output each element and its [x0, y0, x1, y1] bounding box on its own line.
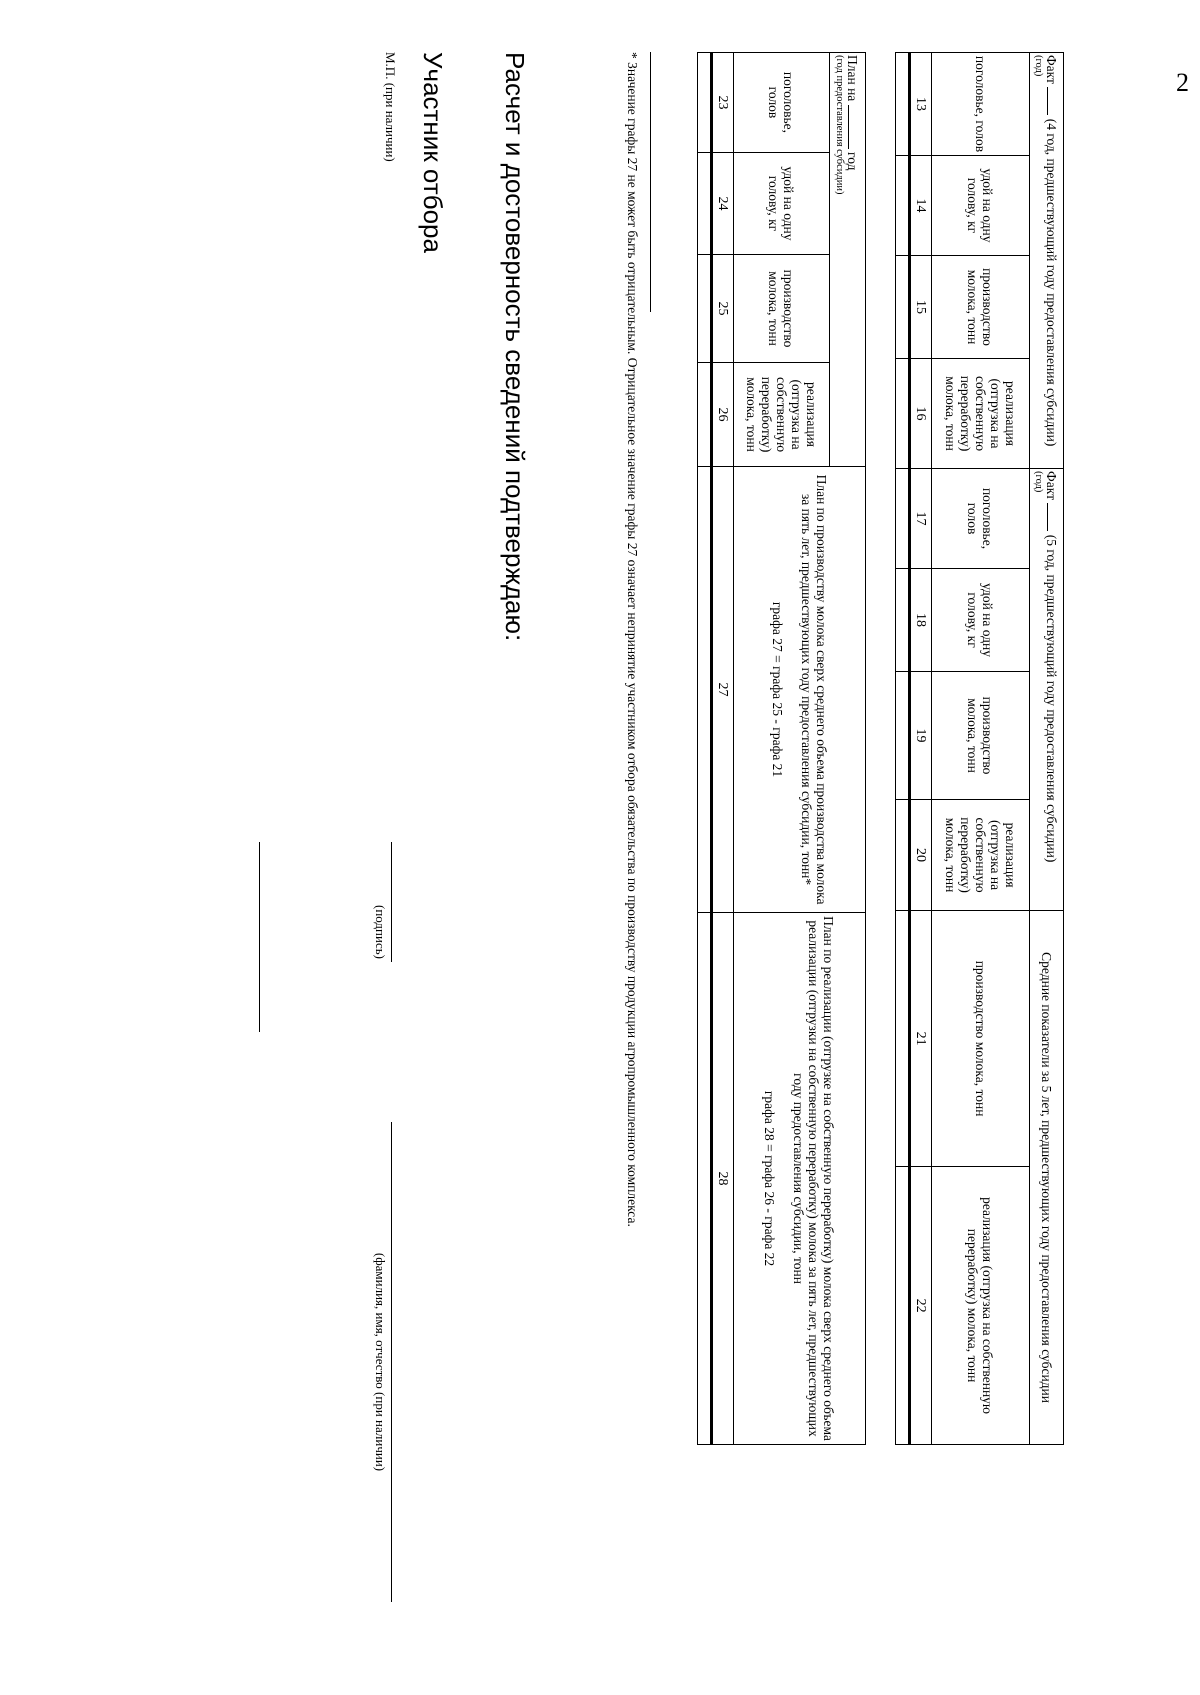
col-15-header: производство молока, тонн: [932, 256, 1030, 359]
footnote: * Значение графы 27 не может быть отрицательным. Отрицательное значение графы 27 означает непринятие участником отбора обязательства по производству продукции агропромышленного комплекса.: [625, 52, 640, 1227]
data-cell: [896, 1167, 910, 1445]
col-number: 26: [712, 363, 734, 467]
fact-4-header: Факт (4 год, предшествующий году предоставления субсидии) (год): [1030, 53, 1064, 469]
rotated-form-content: [120, 52, 1200, 1642]
col-28-header: План по реализации (отгрузке на собственную переработку) молока сверх среднего объема реализации (отгрузки на собственную переработку) молока за пять лет, предшествующих году предоставления субсидии, тонн графа 28 = графа 26 - графа 22: [734, 913, 866, 1445]
average-header: Средние показатели за 5 лет, предшествующих году предоставления субсидии: [1030, 911, 1064, 1445]
col-19-header: производство молока, тонн: [932, 672, 1030, 800]
confirmation-text: Расчет и достоверность сведений подтверждаю:: [500, 52, 530, 642]
name-caption: (фамилия, имя, отчество (при наличии): [373, 1252, 388, 1472]
data-cell: [698, 363, 712, 467]
name-line: [391, 1122, 392, 1602]
col-number: 24: [712, 153, 734, 255]
plan-header: План на год (год предоставления субсидии): [830, 53, 866, 467]
col-18-header: удой на одну голову, кг: [932, 569, 1030, 672]
col-number: 21: [910, 911, 932, 1167]
data-cell: [698, 913, 712, 1445]
col-number: 15: [910, 256, 932, 359]
col-number: 18: [910, 569, 932, 672]
col-number: 20: [910, 800, 932, 911]
data-cell: [896, 256, 910, 359]
data-cell: [896, 569, 910, 672]
col-number: 27: [712, 467, 734, 913]
data-cell: [896, 469, 910, 569]
col-number: 22: [910, 1167, 932, 1445]
data-cell: [698, 467, 712, 913]
data-cell: [896, 800, 910, 911]
col-16-header: реализация (отгрузка на собственную переработку) молока, тонн: [932, 359, 1030, 469]
col-number: 19: [910, 672, 932, 800]
fact-5-header: Факт (5 год, предшествующий году предоставления субсидии) (год): [1030, 469, 1064, 911]
data-cell: [698, 153, 712, 255]
page-number: 2: [1176, 68, 1189, 97]
col-26-header: реализация (отгрузка на собственную переработку) молока, тонн: [734, 363, 830, 467]
col-13-header: поголовье, голов: [932, 53, 1030, 156]
signature-line-2: [259, 842, 260, 1032]
col-number: 28: [712, 913, 734, 1445]
col-21-header: производство молока, тонн: [932, 911, 1030, 1167]
col-number: 23: [712, 53, 734, 153]
col-number: 16: [910, 359, 932, 469]
fact-table: [895, 52, 1064, 1445]
col-25-header: производство молока, тонн: [734, 255, 830, 363]
col-14-header: удой на одну голову, кг: [932, 156, 1030, 256]
data-cell: [896, 53, 910, 156]
col-number: 13: [910, 53, 932, 156]
col-20-header: реализация (отгрузка на собственную переработку) молока, тонн: [932, 800, 1030, 911]
col-24-header: удой на одну голову, кг: [734, 153, 830, 255]
footnote-divider: [650, 52, 651, 312]
data-cell: [698, 255, 712, 363]
col-number: 17: [910, 469, 932, 569]
col-number: 14: [910, 156, 932, 256]
signature-line: [391, 842, 392, 962]
data-cell: [698, 53, 712, 153]
plan-table: [697, 52, 866, 1445]
data-cell: [896, 911, 910, 1167]
col-17-header: поголовье, голов: [932, 469, 1030, 569]
col-27-header: План по производству молока сверх среднего объема производства молока за пять лет, предшествующих году предоставления субсидии, тонн* графа 27 = графа 25 - графа 21: [734, 467, 866, 913]
data-cell: [896, 672, 910, 800]
col-23-header: поголовье, голов: [734, 53, 830, 153]
signature-caption: (подпись): [373, 905, 388, 959]
participant-label: Участник отбора: [418, 52, 448, 253]
col-number: 25: [712, 255, 734, 363]
stamp-label: М.П. (при наличии): [383, 52, 398, 162]
col-22-header: реализация (отгрузка на собственную переработку) молока, тонн: [932, 1167, 1030, 1445]
data-cell: [896, 359, 910, 469]
data-cell: [896, 156, 910, 256]
